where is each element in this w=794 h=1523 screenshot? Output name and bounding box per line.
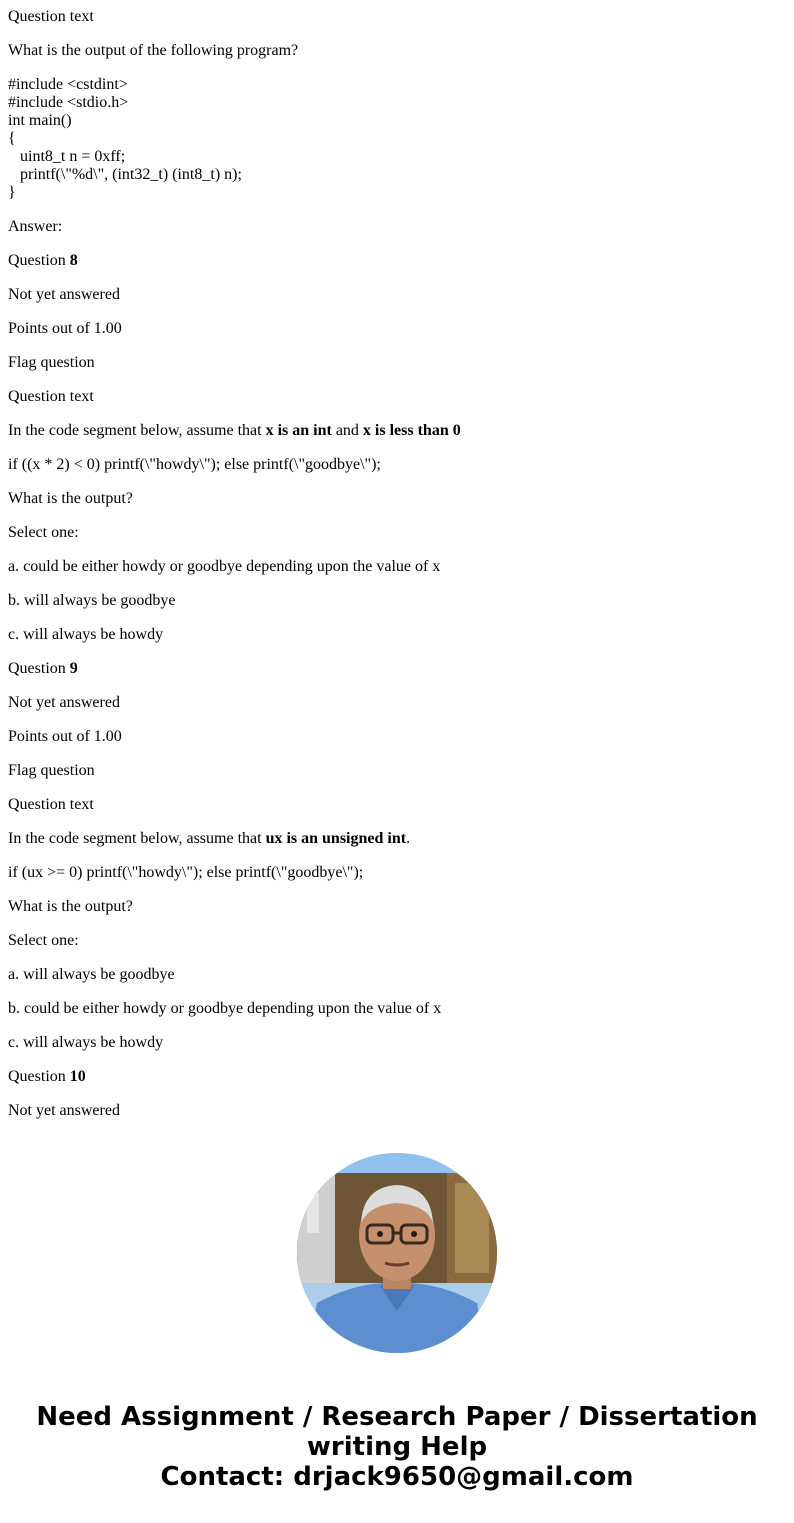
q8-option-b[interactable]: b. will always be goodbye [8, 592, 176, 609]
q9-option-a[interactable]: a. will always be goodbye [8, 966, 175, 983]
q7-code-block [8, 76, 242, 202]
q8-points: Points out of 1.00 [8, 320, 122, 337]
q8-what: What is the output? [8, 490, 133, 507]
q9-points: Points out of 1.00 [8, 728, 122, 745]
banner-contact-email[interactable]: Contact: drjack9650@gmail.com [160, 1462, 634, 1492]
q8-code: if ((x * 2) < 0) printf(\"howdy\"); else printf(\"goodbye\"); [8, 456, 381, 473]
author-photo [297, 1153, 497, 1353]
q8-heading [8, 252, 78, 270]
intro-text: In the code segment below, assume that [8, 422, 266, 439]
contact-banner [0, 1402, 794, 1492]
q9-code: if (ux >= 0) printf(\"howdy\"); else printf(\"goodbye\"); [8, 864, 364, 881]
intro-text: . [406, 830, 411, 847]
q9-intro [8, 830, 410, 848]
code-line: { [8, 130, 16, 147]
q8-status: Not yet answered [8, 286, 120, 303]
q10-heading [8, 1068, 86, 1086]
question-word: Question [8, 660, 70, 677]
q7-answer-label: Answer: [8, 218, 63, 235]
code-line: #include <stdio.h> [8, 94, 129, 111]
question-word: Question [8, 1068, 70, 1085]
q9-what: What is the output? [8, 898, 133, 915]
q9-flag-question[interactable]: Flag question [8, 762, 95, 779]
intro-bold: x is an int [265, 422, 332, 439]
intro-text: and [331, 422, 363, 439]
q9-option-c[interactable]: c. will always be howdy [8, 1034, 164, 1051]
q8-option-c[interactable]: c. will always be howdy [8, 626, 164, 643]
q8-option-a[interactable]: a. could be either howdy or goodbye depending upon the value of x [8, 558, 441, 575]
code-line: int main() [8, 112, 72, 129]
q8-select-one: Select one: [8, 524, 79, 541]
intro-bold: ux is an unsigned int [265, 830, 407, 847]
code-line: uint8_t n = 0xff; [8, 148, 126, 165]
q9-select-one: Select one: [8, 932, 79, 949]
intro-bold: x is less than 0 [362, 422, 461, 439]
code-line: printf(\"%d\", (int32_t) (int8_t) n); [8, 166, 242, 183]
person-portrait-icon [297, 1153, 497, 1353]
code-line: } [8, 184, 16, 201]
question-number: 10 [69, 1068, 86, 1085]
banner-line-2: writing Help [306, 1432, 488, 1462]
q7-question-text-label: Question text [8, 8, 94, 25]
q9-status: Not yet answered [8, 694, 120, 711]
q8-intro [8, 422, 461, 440]
q10-status: Not yet answered [8, 1102, 120, 1119]
q8-question-text-label: Question text [8, 388, 94, 405]
question-number: 8 [69, 252, 78, 269]
intro-text: In the code segment below, assume that [8, 830, 266, 847]
question-word: Question [8, 252, 70, 269]
q9-option-b[interactable]: b. could be either howdy or goodbye depending upon the value of x [8, 1000, 442, 1017]
code-line: #include <cstdint> [8, 76, 128, 93]
q7-prompt: What is the output of the following program? [8, 42, 299, 59]
banner-line-1: Need Assignment / Research Paper / Dissertation [36, 1402, 758, 1432]
question-number: 9 [69, 660, 78, 677]
q9-heading [8, 660, 78, 678]
q9-question-text-label: Question text [8, 796, 94, 813]
q8-flag-question[interactable]: Flag question [8, 354, 95, 371]
